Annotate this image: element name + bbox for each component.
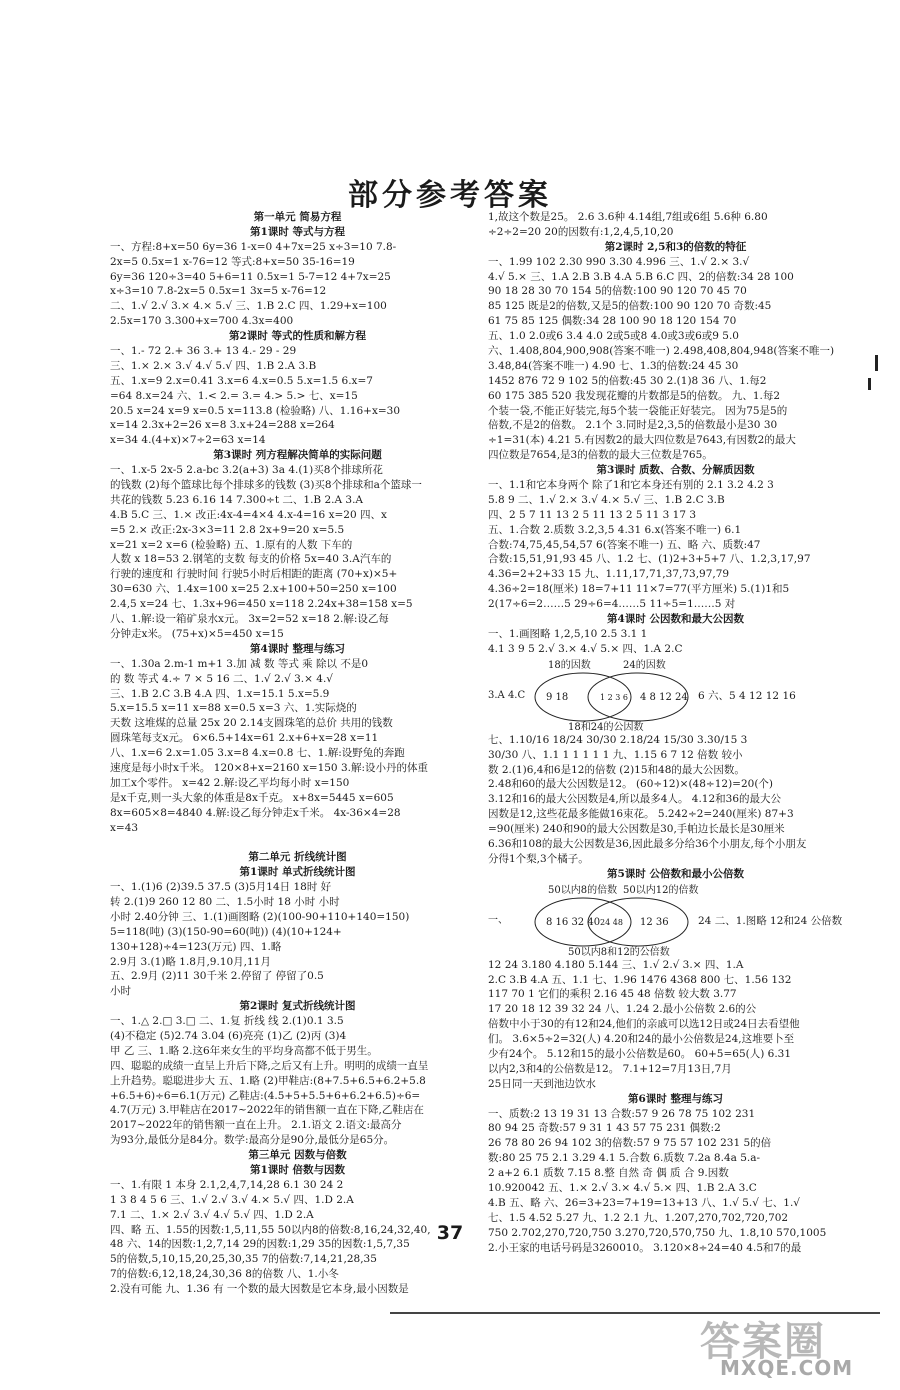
ink-mark bbox=[868, 378, 871, 390]
answer-line: 的钱数 (2)每个篮球比每个排球多的钱数 (3)买8个排球和a个篮球一 bbox=[110, 479, 422, 492]
answer-line: ÷2÷2=20 20的因数有:1,2,4,5,10,20 bbox=[488, 225, 674, 238]
venn-a-only-values: 8 16 32 40 bbox=[546, 916, 601, 928]
answer-line: 一、1.画图略 1,2,5,10 2.5 3.1 1 bbox=[488, 627, 648, 640]
answer-line: 的 数 等式 4.÷ 7 × 5 16 二、1.√ 2.√ 3.× 4.√ bbox=[110, 672, 333, 685]
section-heading: 第6课时 整理与练习 bbox=[628, 1092, 723, 1105]
answer-line: 7的倍数:6,12,18,24,30,36 8的倍数 八、1.小冬 bbox=[110, 1268, 339, 1281]
answer-line: =64 8.x=24 六、1.< 2.= 3.= 4.> 5.> 七、x=15 bbox=[110, 389, 358, 402]
answer-line: 5=118(吨) (3)(150-90=60(吨)) (4)(10+124+ bbox=[110, 925, 342, 938]
section-heading: 第1课时 等式与方程 bbox=[250, 225, 345, 238]
answer-line: x=43 bbox=[110, 821, 139, 834]
answer-line: 2.C 3.B 4.A 五、1.1 七、1.96 1476 4368 800 七、1.56 132 bbox=[488, 973, 792, 986]
answer-line: 因数是12,这些花最多能做16束花。 5.242÷2=240(厘米) 87+3 bbox=[488, 808, 794, 821]
watermark bbox=[700, 1310, 895, 1382]
answer-line: 4.36=2+2+33 15 九、1.11,17,71,37,73,97,79 bbox=[488, 568, 730, 581]
answer-line: 5.8 9 二、1.√ 2.× 3.√ 4.× 5.√ 三、1.B 2.C 3.B bbox=[488, 493, 725, 506]
answer-line: 小时 2.40分钟 三、1.(1)画图略 (2)(100-90+110+140=150) bbox=[110, 910, 410, 923]
answer-line: 3.12和16的最大公因数是4,所以最多4人。 4.12和36的最大公 bbox=[488, 793, 782, 806]
venn-b-only-values: 4 8 12 24 bbox=[640, 691, 688, 703]
answer-line: 2.5x=170 3.300+x=700 4.3x=400 bbox=[110, 315, 294, 328]
answer-line: 4.B 五、略 六、26=3+23=7+19=13+13 八、1.√ 5.√ 七、1.√ bbox=[488, 1196, 801, 1209]
answer-line: 750 2.702,270,720,750 3.270,720,570,750 九、1.8,10 570,1005 bbox=[488, 1226, 827, 1239]
answer-line: 2.48和60的最大公因数是12。 (60÷12)×(48÷12)=20(个) bbox=[488, 778, 774, 791]
answer-line: 5.x=15.5 x=11 x=88 x=0.5 x=3 六、1.实际烧的 bbox=[110, 702, 357, 715]
venn-caption: 18和24的公因数 bbox=[568, 721, 644, 733]
answer-line: 五、1.合数 2.质数 3.2,3,5 4.31 6.x(答案不唯一) 6.1 bbox=[488, 523, 742, 536]
answer-line: 130+128)÷4=123(万元) 四、1.略 bbox=[110, 940, 282, 953]
answer-line: 2(17÷6=2……5 29÷6=4……5 11÷5=1……5 对 bbox=[488, 598, 736, 611]
venn-common-values: 24 48 bbox=[600, 917, 623, 927]
answer-line: 12 24 3.180 4.180 5.144 三、1.√ 2.√ 3.× 四、1.A bbox=[488, 958, 744, 971]
answer-line: 是x千克,则一头大象的体重是8x千克。 x+8x=5445 x=605 bbox=[110, 791, 394, 804]
answer-line: 60 175 385 520 我发现花瓣的片数都是5的倍数。 九、1.每2 bbox=[488, 389, 781, 402]
answer-line: 一、1.30a 2.m-1 m+1 3.加 减 数 等式 乘 除以 不是0 bbox=[110, 657, 369, 670]
venn-caption: 50以内8和12的公倍数 bbox=[568, 946, 670, 958]
answer-line: 6y=36 120÷3=40 5+6=11 0.5x=1 5-7=12 4+7x=25 bbox=[110, 270, 391, 283]
answer-line: x=14 2.3x+2=26 x=8 3.x+24=288 x=264 bbox=[110, 419, 335, 432]
answer-line: 分得1个梨,3个橘子。 bbox=[488, 852, 589, 865]
answer-line: 7.1 二、1.× 2.√ 3.√ 4.√ 5.√ 四、1.D 2.A bbox=[110, 1208, 314, 1221]
answer-line: =5 2.× 改正:2x-3×3=11 2.8 2x+9=20 x=5.5 bbox=[110, 523, 345, 536]
answer-line: 25日同一天到池边饮水 bbox=[488, 1077, 596, 1090]
answer-line: 四位数是7654,是3的倍数的最大三位数是765。 bbox=[488, 449, 713, 462]
answer-line: 为93分,最低分是84分。数学:最高分是90分,最低分是65分。 bbox=[110, 1134, 395, 1147]
answer-line: 一、1.1和它本身两个 除了1和它本身还有别的 2.1 3.2 4.2 3 bbox=[488, 479, 774, 492]
answer-line: 一、1.99 102 2.30 990 3.30 4.996 三、1.√ 2.× 3.√ bbox=[488, 255, 750, 268]
section-heading: 第4课时 公因数和最大公因数 bbox=[607, 613, 744, 626]
answer-line: 倍数,不是2的倍数。 2.1个 3.同时是2,3,5的倍数最小是30 30 bbox=[488, 419, 778, 432]
answer-line: (4)不稳定 (5)2.74 3.04 (6)亮亮 (1)乙 (2)丙 (3)4 bbox=[110, 1029, 347, 1042]
section-heading: 第2课时 等式的性质和解方程 bbox=[229, 330, 366, 343]
answer-line bbox=[110, 835, 485, 850]
section-heading: 第1课时 单式折线统计图 bbox=[239, 866, 356, 879]
answer-line: 一、质数:2 13 19 31 13 合数:57 9 26 78 75 102 231 bbox=[488, 1107, 756, 1120]
page-number: 37 bbox=[436, 1222, 464, 1244]
answer-line: 8x=605×8=4840 4.解:设乙每分钟走x千米。 4x-36×4=28 bbox=[110, 806, 401, 819]
answer-line: 一、1.△ 2.□ 3.□ 二、1.复 折线 线 2.(1)0.1 3.5 bbox=[110, 1015, 344, 1028]
answer-line: 六、1.408,804,900,908(答案不唯一) 2.498,408,804,948(答案不唯一) bbox=[488, 345, 835, 358]
venn-circle-b-label: 50以内12的倍数 bbox=[623, 884, 699, 896]
answer-line: 个装一袋,不能正好装完,每5个装一袋能正好装完。 因为75是5的 bbox=[488, 404, 788, 417]
answer-line: 一、1.(1)6 (2)39.5 37.5 (3)5月14日 18时 好 bbox=[110, 881, 332, 894]
answer-line: 2 a+2 6.1 质数 7.15 8.整 自然 奇 偶 质 合 9.因数 bbox=[488, 1167, 729, 1180]
answer-line: 七、1.5 4.52 5.27 九、1.2 2.1 九、1.207,270,702,720,702 bbox=[488, 1211, 789, 1224]
section-heading: 第三单元 因数与倍数 bbox=[248, 1149, 347, 1162]
answer-line: 10.920042 五、1.× 2.√ 3.× 4.√ 5.× 四、1.B 2.A 3.C bbox=[488, 1181, 757, 1194]
answer-line: 转 2.(1)9 260 12 80 二、1.5小时 18 小时 小时 bbox=[110, 895, 340, 908]
answer-line: 4.B 5.C 三、1.× 改正:4x-4=4×4 4.x-4=16 x=20 四、x bbox=[110, 508, 387, 521]
answer-line: 6.36和108的最大公因数是36,因此最多分给36个小朋友,每个小朋友 bbox=[488, 837, 807, 850]
answer-line: 117 70 1 它们的乘积 2.16 45 48 倍数 较大数 3.77 bbox=[488, 988, 737, 1001]
answer-line: 1 3 8 4 5 6 三、1.√ 2.√ 3.√ 4.× 5.√ 四、1.D 2.A bbox=[110, 1193, 354, 1206]
answer-line: 2.9月 3.(1)略 1.8月,9.10月,11月 bbox=[110, 955, 271, 968]
answer-line: x÷3=10 7.8-2x=5 0.5x=1 3x=5 x-76=12 bbox=[110, 285, 327, 298]
answer-line: 2.4,5 x=24 七、1.3x+96=450 x=118 2.24x+38=158 x=5 bbox=[110, 598, 413, 611]
answer-line: =90(厘米) 240和90的最大公因数是30,手帕边长最长是30厘米 bbox=[488, 823, 785, 836]
venn-following-answers: 24 二、1.图略 12和24 公倍数 bbox=[698, 914, 843, 927]
venn-circle-a-label: 50以内8的倍数 bbox=[548, 884, 618, 896]
answer-line: 倍数中小于30的有12和24,他们的亲戚可以选12日或24日去看望他 bbox=[488, 1018, 800, 1031]
venn-diagram-common-multiples bbox=[488, 884, 863, 956]
page-title: 部分参考答案 bbox=[348, 178, 552, 213]
venn-question-label: 3.A 4.C bbox=[488, 689, 526, 701]
answer-line: 上升趋势。聪聪进步大 五、1.略 (2)甲鞋店:(8+7.5+6.5+6.2+5.8 bbox=[110, 1074, 426, 1087]
answer-line: 1,故这个数是25。 2.6 3.6种 4.14组,7组或6组 5.6种 6.80 bbox=[488, 211, 768, 223]
answer-line: 17 20 18 12 39 32 24 八、1.24 2.最小公倍数 2.6的公 bbox=[488, 1003, 757, 1016]
venn-a-only-values: 9 18 bbox=[546, 691, 569, 703]
answer-line: 一、方程:8+x=50 6y=36 1-x=0 4+7x=25 x÷3=10 7.8- bbox=[110, 240, 397, 253]
answer-line: 五、1.0 2.0或6 3.4 4.0 2或5或8 4.0或3或6或9 5.0 bbox=[488, 330, 739, 343]
answer-line: 行驶的速度和 行驶时间 行驶5小时后相距的距离 (70+x)×5+ bbox=[110, 568, 398, 581]
ink-mark bbox=[875, 355, 878, 371]
venn-circle-b-label: 24的因数 bbox=[623, 659, 666, 671]
answer-line: 数 2.(1)6,4和6是12的倍数 (2)15和48的最大公因数。 bbox=[488, 763, 745, 776]
venn-circle-a-label: 18的因数 bbox=[548, 659, 591, 671]
answer-column-right bbox=[488, 210, 863, 1255]
answer-line: 30/30 八、1.1 1 1 1 1 1 九、1.15 6 7 12 倍数 较小 bbox=[488, 748, 743, 761]
answer-line: 一、1.- 72 2.+ 36 3.+ 13 4.- 29 - 29 bbox=[110, 345, 297, 358]
section-heading: 第2课时 2,5和3的倍数的特征 bbox=[604, 240, 747, 253]
answer-line: 四、略 五、1.55的因数:1,5,11,55 50以内8的倍数:8,16,24,32,40, bbox=[110, 1223, 431, 1236]
answer-line: ÷1=31(本) 4.21 5.有因数2的最大四位数是7643,有因数2的最大 bbox=[488, 434, 796, 447]
answer-line: 数:80 25 75 2.1 3.29 4.1 5.合数 6.质数 7.2a 8.4a 5.a- bbox=[488, 1152, 761, 1165]
answer-line: 二、1.√ 2.√ 3.× 4.× 5.√ 三、1.B 2.C 四、1.29+x=100 bbox=[110, 300, 387, 313]
answer-line: 61 75 85 125 偶数:34 28 100 90 18 120 154 70 bbox=[488, 315, 737, 328]
answer-line: +6.5+6)÷6=6.1(万元) 乙鞋店:(4.5+5+5.5+6+6.2+6.5)÷6= bbox=[110, 1089, 421, 1102]
answer-line: 八、1.x=6 2.x=1.05 3.x=8 4.x=0.8 七、1.解:设野兔的奔跑 bbox=[110, 747, 405, 760]
answer-line: 3.48,84(答案不唯一) 4.90 七、1.3的倍数:24 45 30 bbox=[488, 359, 739, 372]
answer-line: 合数:15,51,91,93 45 八、1.2 七、(1)2+3+5+7 八、1.2,3,17,97 bbox=[488, 553, 811, 566]
venn-question-label: 一、 bbox=[488, 914, 508, 926]
answer-line: 四、2 5 7 11 13 2 5 11 13 2 5 11 3 17 3 bbox=[488, 508, 697, 521]
venn-common-values: 1 2 3 6 bbox=[600, 692, 628, 702]
answer-line: 30=630 六、1.4x=100 x=25 2.x+100+50=250 x=100 bbox=[110, 583, 397, 596]
venn-diagram-common-factors bbox=[488, 659, 863, 731]
answer-line: 七、1.10/16 18/24 30/30 2.18/24 15/30 3.30/15 3 bbox=[488, 733, 748, 746]
venn-following-answers: 6 六、5 4 12 12 16 bbox=[698, 689, 796, 702]
answer-line: 4.√ 5.× 三、1.A 2.B 3.B 4.A 5.B 6.C 四、2的倍数:34 28 100 bbox=[488, 270, 794, 283]
answer-line: 90 18 28 30 70 154 5的倍数:100 90 120 70 45 70 bbox=[488, 285, 747, 298]
answer-line: 加工x个零件。 x=42 2.解:设乙平均每小时 x=150 bbox=[110, 776, 350, 789]
section-heading: 第3课时 列方程解决简单的实际问题 bbox=[213, 449, 382, 462]
answer-line: 85 125 既是2的倍数,又是5的倍数:100 90 120 70 奇数:45 bbox=[488, 300, 772, 313]
section-heading: 第4课时 整理与练习 bbox=[250, 642, 345, 655]
section-heading: 第3课时 质数、合数、分解质因数 bbox=[596, 464, 755, 477]
answer-line: 1452 876 72 9 102 5的倍数:45 30 2.(1)8 36 八、1.每2 bbox=[488, 374, 767, 387]
section-heading: 第一单元 简易方程 bbox=[253, 211, 342, 223]
answer-line: 天数 这堆煤的总量 25x 20 2.14支圆珠笔的总价 共用的钱数 bbox=[110, 717, 393, 730]
answer-line: 4.1 3 9 5 2.√ 3.× 4.√ 5.× 四、1.A 2.C bbox=[488, 642, 683, 655]
answer-line: 们。 3.6×5÷2=32(人) 4.20和24的最小公倍数是24,这堆要卜至 bbox=[488, 1033, 795, 1046]
answer-line: 一、1.x-5 2x-5 2.a-bc 3.2(a+3) 3a 4.(1)买8个排球所花 bbox=[110, 464, 383, 477]
answer-line: 速度是每小时x千米。 120×8+x=2160 x=150 3.解:设小丹的体重 bbox=[110, 761, 429, 774]
answer-line: 4.7(万元) 3.甲鞋店在2017~2022年的销售额一直在下降,乙鞋店在 bbox=[110, 1104, 424, 1117]
answer-line: 26 78 80 26 94 102 3的倍数:57 9 75 57 102 231 5的倍 bbox=[488, 1137, 772, 1150]
answer-line: 2.小王家的电话号码是3260010。 3.120×8÷24=40 4.5和7的最 bbox=[488, 1241, 802, 1254]
answer-line: 分钟走x米。 (75+x)×5=450 x=15 bbox=[110, 627, 284, 640]
section-heading: 第1课时 倍数与因数 bbox=[250, 1164, 345, 1176]
answer-line: x=34 4.(4+x)×7÷2=63 x=14 bbox=[110, 434, 266, 447]
section-heading: 第二单元 折线统计图 bbox=[248, 851, 347, 864]
answer-line: 以内2,3和4的公倍数是12。 7.1+12=7月13日,7月 bbox=[488, 1062, 732, 1075]
answer-line: 五、2.9月 (2)11 30千米 2.停留了 停留了0.5 bbox=[110, 970, 324, 983]
venn-b-only-values: 12 36 bbox=[640, 916, 669, 928]
answer-column-left bbox=[110, 210, 485, 1297]
answer-line: 80 94 25 奇数:57 9 31 1 43 57 75 231 偶数:2 bbox=[488, 1122, 721, 1135]
answer-line: 八、1.解:设一箱矿泉水x元。 3x=2=52 x=18 2.解:设乙每 bbox=[110, 613, 389, 626]
watermark-url: MXQE.COM bbox=[720, 1356, 854, 1380]
answer-line: 三、1.× 2.× 3.√ 4.√ 5.√ 四、1.B 2.A 3.B bbox=[110, 359, 317, 372]
answer-line: 5的倍数,5,10,15,20,25,30,35 7的倍数:7,14,21,28,35 bbox=[110, 1253, 377, 1266]
answer-line: 圆珠笔每支x元。 6×6.5+14x=61 2.x+6+x=28 x=11 bbox=[110, 732, 379, 745]
answer-line: 少有24个。 5.12和15的最小公倍数是60。 60+5=65(人) 6.31 bbox=[488, 1047, 792, 1060]
answer-line: 三、1.B 2.C 3.B 4.A 四、1.x=15.1 5.x=5.9 bbox=[110, 687, 330, 700]
answer-line: 小时 bbox=[110, 985, 131, 998]
answer-line: 四、聪聪的成绩一直呈上升后下降,之后又有上升。明明的成绩一直呈 bbox=[110, 1059, 429, 1072]
answer-line: 共花的钱数 5.23 6.16 14 7.300÷t 二、1.B 2.A 3.A bbox=[110, 493, 363, 506]
answer-line: 2017~2022年的销售额一直在上升。 2.1.语文 2.语文:最高分 bbox=[110, 1119, 402, 1132]
answer-line: 2.没有可能 九、1.36 有 一个数的最大因数是它本身,最小因数是 bbox=[110, 1283, 409, 1296]
section-heading: 第5课时 公倍数和最小公倍数 bbox=[607, 867, 744, 880]
answer-line: 人数 x 18=53 2.钢笔的支数 每支的价格 5x=40 3.A汽车的 bbox=[110, 553, 392, 566]
answer-line: 合数:74,75,45,54,57 6(答案不唯一) 五、略 六、质数:47 bbox=[488, 538, 761, 551]
answer-line: 甲 乙 三、1.略 2.这6年来女生的平均身高都不低于男生。 bbox=[110, 1044, 378, 1057]
answer-line: 4.36÷2=18(厘米) 18=7+11 11×7=77(平方厘米) 5.(1)1和5 bbox=[488, 583, 790, 596]
answer-line: 2x=5 0.5x=1 x-76=12 等式:8+x=50 35-16=19 bbox=[110, 255, 355, 268]
answer-line: 48 六、14的因数:1,2,7,14 29的因数:1,29 35的因数:1,5,7,35 bbox=[110, 1238, 410, 1251]
answer-line: x=21 x=2 x=6 (检验略) 五、1.原有的人数 下车的 bbox=[110, 538, 353, 551]
answer-line: 20.5 x=24 x=9 x=0.5 x=113.8 (检验略) 八、1.16+x=30 bbox=[110, 404, 401, 417]
watermark-logo: 答案圈 bbox=[700, 1319, 826, 1365]
answer-line: 一、1.有限 1 本身 2.1,2,4,7,14,28 6.1 30 24 2 bbox=[110, 1178, 344, 1191]
section-heading: 第2课时 复式折线统计图 bbox=[239, 1000, 356, 1013]
answer-line: 五、1.x=9 2.x=0.41 3.x=6 4.x=0.5 5.x=1.5 6.x=7 bbox=[110, 374, 373, 387]
